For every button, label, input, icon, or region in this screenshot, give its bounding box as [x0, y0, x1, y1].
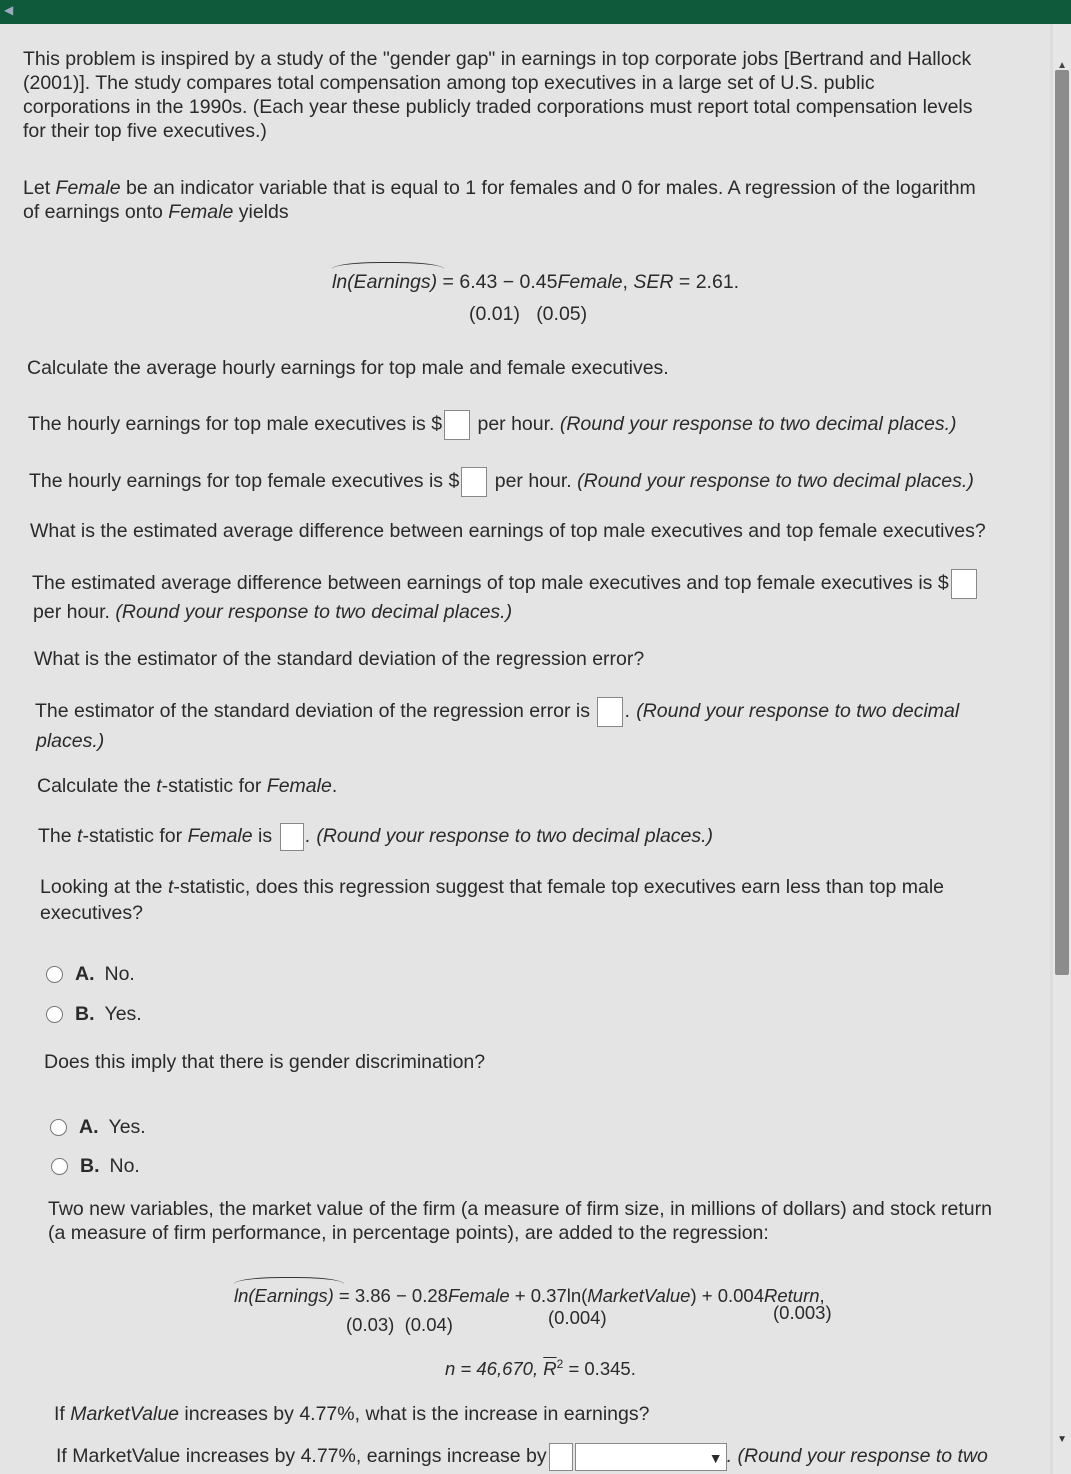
male-earnings-input[interactable] — [444, 410, 470, 440]
scroll-down-icon[interactable]: ▼ — [1057, 1434, 1067, 1445]
intro-line-1: This problem is inspired by a study of the "gender gap" in earnings in top corporate jobs [Bertrand and Hallock — [23, 48, 972, 70]
q5-option-a[interactable]: A. No. — [46, 963, 135, 986]
hat-mark — [234, 1277, 344, 1284]
sd-line-2: places.) — [36, 730, 105, 752]
standard-errors-1: (0.01) (0.05) — [469, 303, 588, 325]
sd-line: The estimator of the standard deviation of the regression error is . (Round your response to two decimal — [35, 697, 959, 727]
question-less-earnings-2: executives? — [40, 902, 143, 924]
back-arrow-icon[interactable]: ◀ — [4, 3, 14, 17]
hat-mark — [332, 262, 444, 269]
standard-errors-2b: (0.004) — [548, 1307, 607, 1328]
female-earnings-line: The hourly earnings for top female executives is $ per hour. (Round your response to two decimal places.) — [29, 467, 974, 497]
problem-panel — [0, 24, 1050, 1474]
question-marketvalue: If MarketValue increases by 4.77%, what is the increase in earnings? — [54, 1403, 650, 1425]
regression-equation-2: ln(Earnings) = 3.86 − 0.28Female + 0.37ln(MarketValue) + 0.004Return, — [234, 1285, 825, 1306]
direction-dropdown[interactable] — [575, 1443, 727, 1471]
let-line-1: Let Female be an indicator variable that is equal to 1 for females and 0 for males. A regression of the logarithm — [23, 177, 976, 199]
radio-icon[interactable] — [46, 966, 63, 983]
question-sd: What is the estimator of the standard deviation of the regression error? — [34, 648, 645, 670]
regression-stats: n = 46,670, $\overline{R}^2 = 0.345$. — [445, 1357, 636, 1380]
q6-option-b[interactable]: B. No. — [51, 1155, 140, 1178]
standard-errors-2c: (0.003) — [773, 1302, 832, 1323]
difference-line: The estimated average difference between earnings of top male executives and top female executives is $ — [32, 569, 979, 599]
sd-input[interactable] — [597, 697, 623, 727]
question-discrimination: Does this imply that there is gender discrimination? — [44, 1051, 486, 1073]
standard-errors-2a: (0.03) (0.04) — [346, 1314, 453, 1335]
radio-icon[interactable] — [51, 1158, 68, 1175]
earnings-increase-input[interactable] — [549, 1443, 573, 1471]
regression-equation-1: ln(Earnings) = 6.43 − 0.45Female, SER = 2.61. — [332, 271, 740, 293]
intro-line-4: for their top five executives.) — [23, 120, 267, 142]
q6-option-a[interactable]: A. Yes. — [50, 1116, 146, 1139]
tstat-input[interactable] — [280, 823, 304, 851]
radio-icon[interactable] — [50, 1119, 67, 1136]
let-line-2: of earnings onto Female yields — [23, 201, 289, 223]
difference-line-2: per hour. (Round your response to two decimal places.) — [33, 601, 513, 623]
male-earnings-line: The hourly earnings for top male executives is $ per hour. (Round your response to two decimal places.) — [28, 410, 957, 440]
question-less-earnings: Looking at the t-statistic, does this regression suggest that female top executives earn less than top male — [40, 876, 945, 898]
difference-input[interactable] — [951, 569, 977, 599]
question-tstat: Calculate the t-statistic for Female. — [37, 775, 338, 797]
marketvalue-answer-line: If MarketValue increases by 4.77%, earnings increase by ▼ . (Round your response to two — [56, 1443, 1036, 1474]
newvars-line-2: (a measure of firm performance, in percentage points), are added to the regression: — [48, 1222, 769, 1244]
intro-line-3: corporations in the 1990s. (Each year these publicly traded corporations must report total compensation levels — [23, 96, 973, 118]
scrollbar-thumb[interactable] — [1055, 70, 1069, 975]
intro-line-2: (2001)]. The study compares total compensation among top executives in a large set of U.S. public — [23, 72, 875, 94]
chevron-down-icon: ▼ — [708, 1450, 723, 1466]
newvars-line-1: Two new variables, the market value of the firm (a measure of firm size, in millions of dollars) and stock return — [48, 1198, 992, 1220]
radio-icon[interactable] — [46, 1006, 63, 1023]
top-bar — [0, 0, 1071, 24]
question-average-earnings: Calculate the average hourly earnings for top male and female executives. — [27, 357, 669, 379]
tstat-line: The t-statistic for Female is . (Round your response to two decimal places.) — [38, 823, 713, 851]
q5-option-b[interactable]: B. Yes. — [46, 1003, 142, 1026]
scroll-up-icon[interactable]: ▲ — [1057, 60, 1067, 71]
female-earnings-input[interactable] — [461, 467, 487, 497]
question-difference: What is the estimated average difference between earnings of top male executives and top female executives? — [30, 520, 986, 542]
